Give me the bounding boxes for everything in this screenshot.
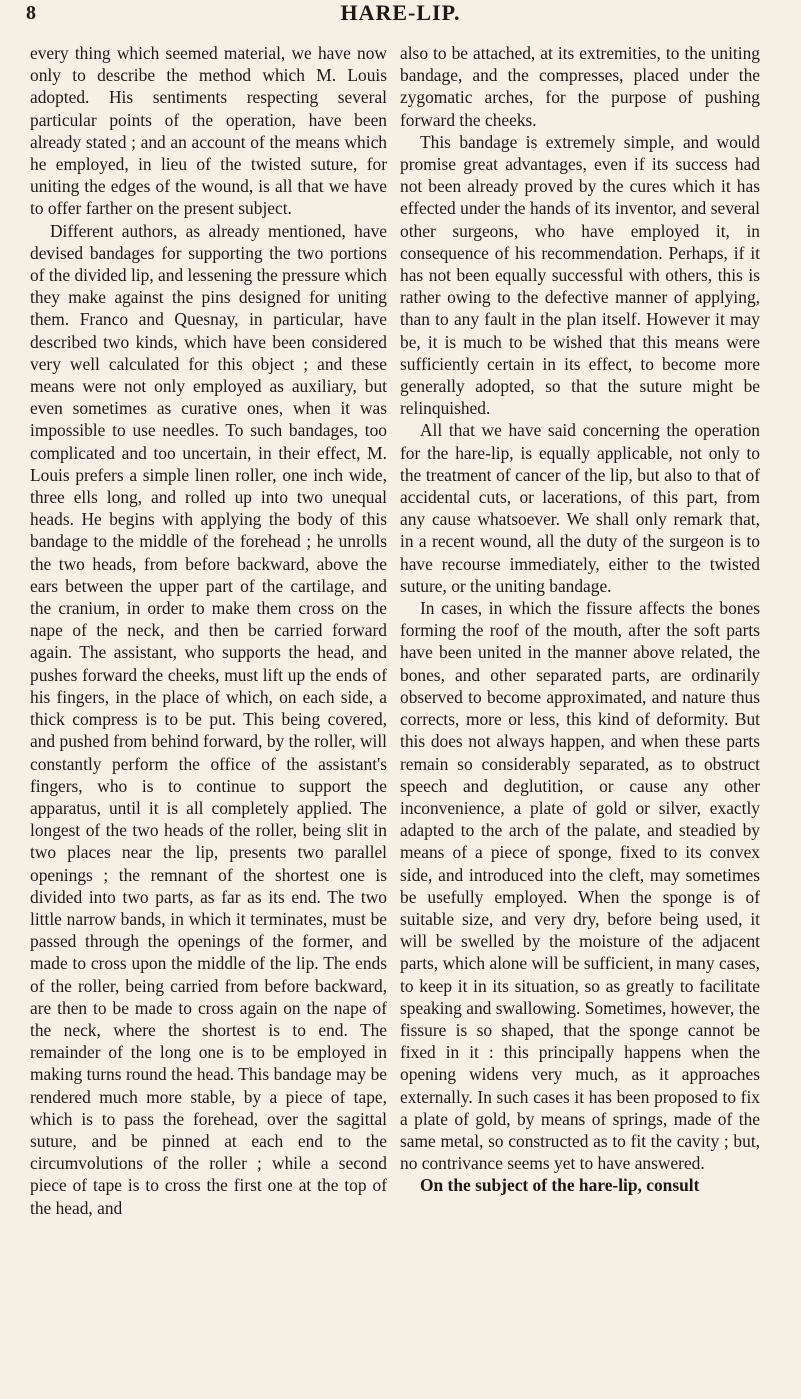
running-head: HARE-LIP. — [340, 0, 461, 25]
paragraph: This bandage is extremely simple, and would promise great advantages, even if its success had not been already proved by the cures which it has effected under the hands of its inventor, and several other surgeons, who have employed it, in consequence of his recommendation. Perhaps, if it has not been equally successful with others, this is rather owing to the defective manner of applying, than to any fault in the plan itself. However it may be, it is much to be wished that this means were sufficiently certain in its effect, to become more generally adopted, so that the suture might be relinquished. — [400, 131, 760, 419]
paragraph: every thing which seemed material, we have now only to describe the method which M. Louis adopted. His sentiments respecting several particular points of the operation, have been already stated ; and an account of the means which he employed, in lieu of the twisted suture, for uniting the edges of the wound, is all that we have to offer farther on the present subject. — [30, 43, 387, 219]
page-number: 8 — [26, 2, 36, 24]
paragraph: Different authors, as already mentioned, have devised bandages for supporting the two portions of the divided lip, and lessening the pressure which they make against the pins designed for uniting them. Franco and Quesnay, in particular, have described two kinds, which have been considered very well calculated for this object ; and these means were not only employed as auxiliary, but even sometimes as curative ones, when it was impossible to use needles. To such bandages, too complicated and too uncertain, in their effect, M. Louis prefers a simple linen roller, one inch wide, three ells long, and rolled up into two unequal heads. He begins with applying the body of this bandage to the middle of the forehead ; he unrolls the two heads, from before backward, above the ears between the upper part of the cartilage, and the cranium, in order to make them cross on the nape of the neck, and then be carried forward again. The assistant, who supports the head, and pushes forward the cheeks, must lift up the ends of his fingers, in the place of which, on each side, a thick compress is to be put. This being covered, and pushed from behind forward, by the roller, will constantly perform the office of the assistant's fingers, who is to continue to support the apparatus, until it is all completely applied. The longest of the two heads of the roller, being slit in two places near the lip, presents two parallel openings ; the remnant of the shortest one is divided into two parts, as far as its end. The two little narrow bands, in which it terminates, must be passed through the openings of the former, and made to cross upon the middle of the lip. The ends of the roller, being carried from before backward, are then to be made to cross again on the nape of the neck, where the shortest is to end. The remainder of the long one is to be employed in making turns round the head. This bandage may be rendered much more stable, by a piece of tape, which is to pass the forehead, over the sagittal suture, and be pinned at each end to the circumvolutions of the roller ; while a second piece of tape is to cross the first one at the top of the head, and — [30, 220, 387, 1218]
paragraph: All that we have said concerning the operation for the hare-lip, is equally applicable, not only to the treatment of cancer of the lip, but also to that of accidental cuts, or lacerations, of this part, from any cause whatsoever. We shall only remark that, in a recent wound, all the duty of the surgeon is to have recourse immediately, either to the twisted suture, or the uniting bandage. — [400, 420, 760, 596]
right-column — [400, 42, 760, 1387]
paragraph: also to be attached, at its extremities, to the uniting bandage, and the compresses, placed under the zygomatic arches, for the purpose of pushing forward the cheeks. — [400, 43, 760, 130]
left-column — [30, 42, 387, 1387]
page-header — [0, 0, 801, 34]
paragraph: On the subject of the hare-lip, consult — [420, 1175, 700, 1196]
paragraph: In cases, in which the fissure affects the bones forming the roof of the mouth, after the soft parts have been united in the manner above related, the bones, and other separated parts, are ordinarily observed to become approximated, and nature thus corrects, more or less, this kind of deformity. But this does not always happen, and when these parts remain so considerably separated, as to obstruct speech and deglutition, or cause any other inconvenience, a plate of gold or silver, exactly adapted to the arch of the palate, and steadied by means of a piece of sponge, fixed to its convex side, and introduced into the cleft, may sometimes be usefully employed. When the sponge is of suitable size, and very dry, before being used, it will be swelled by the moisture of the adjacent parts, which alone will be sufficient, in many cases, to keep it in its situation, so as greatly to facilitate speaking and swallowing. Sometimes, however, the fissure is so shaped, that the sponge cannot be fixed in it : this principally happens when the opening widens very much, as it approaches externally. In such cases it has been proposed to fix a plate of gold, by means of springs, made of the same metal, so constructed as to fit the cavity ; but, no contrivance seems yet to have answered. — [400, 598, 760, 1174]
